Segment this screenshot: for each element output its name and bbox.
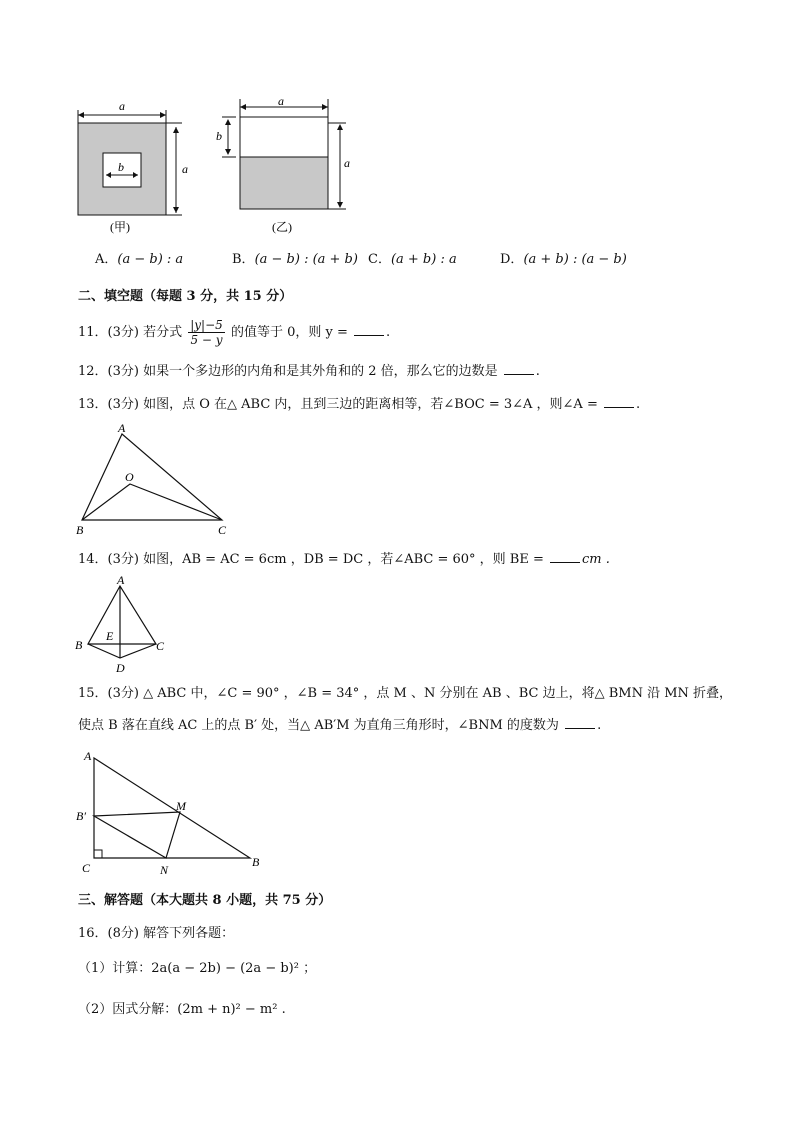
label-b-yi: b	[216, 129, 222, 143]
section-fill-in-title: 二、填空题（每题 3 分，共 15 分）	[78, 289, 293, 304]
label-a-top-yi: a	[278, 95, 284, 108]
label-C: C	[156, 639, 165, 653]
label-A: A	[117, 573, 125, 587]
question-13: 13．(3分) 如图，点 O 在△ ABC 内，且到三边的距离相等，若∠BOC = 3∠A ，则∠A = .	[78, 397, 641, 412]
label-C: C	[82, 861, 91, 875]
fraction: $\frac{|y|-5}{5 - y}$	[190, 318, 223, 347]
label-b-jia: b	[118, 160, 124, 174]
option-d[interactable]: D．(a + b) : (a − b)	[500, 252, 627, 267]
answer-blank[interactable]	[550, 550, 580, 563]
question-15-line2: 使点 B 落在直线 AC 上的点 B′ 处，当△ AB′M 为直角三角形时，∠BNM 的度数为 .	[78, 718, 602, 733]
square-jia	[78, 99, 188, 234]
label-M: M	[176, 799, 186, 813]
option-b[interactable]: B．(a − b) : (a + b)	[232, 252, 358, 267]
question-16-part1: （1）计算：2a(a − 2b) − (2a − b)² ；	[78, 961, 317, 976]
label-E: E	[106, 629, 114, 643]
label-B: B	[75, 638, 83, 652]
label-B: B	[252, 855, 260, 869]
section-solve-title: 三、解答题（本大题共 8 小题，共 75 分）	[78, 893, 332, 908]
label-D: D	[116, 661, 125, 675]
figure-squares	[70, 95, 370, 235]
question-16-part2: （2）因式分解：(2m + n)² − m² .	[78, 1002, 286, 1017]
label-a-top-jia: a	[119, 99, 125, 113]
answer-blank[interactable]	[604, 395, 634, 408]
question-15-line1: 15．(3分) △ ABC 中，∠C = 90° ，∠B = 34° ，点 M 、N 分别在 AB 、BC 边上，将△ BMN 沿 MN 折叠，	[78, 686, 733, 701]
label-A: A	[84, 749, 92, 763]
label-B: B	[76, 523, 84, 537]
label-a-right-yi: a	[344, 156, 350, 170]
caption-yi: (乙)	[272, 220, 292, 234]
figure-kite	[72, 572, 172, 678]
label-B-prime: B′	[76, 809, 86, 823]
option-c[interactable]: C．(a + b) : a	[368, 252, 457, 267]
label-N: N	[160, 863, 169, 877]
answer-blank[interactable]	[565, 716, 595, 729]
caption-jia: (甲)	[110, 220, 130, 234]
option-a[interactable]: A．(a − b) : a	[95, 252, 184, 267]
label-C: C	[218, 523, 227, 537]
label-a-right-jia: a	[182, 162, 188, 176]
label-O: O	[125, 470, 134, 484]
figure-triangle-o	[72, 420, 242, 540]
question-12: 12．(3分) 如果一个多边形的内角和是其外角和的 2 倍，那么它的边数是 .	[78, 364, 540, 379]
question-14: 14．(3分) 如图，AB = AC = 6cm ，DB = DC ，若∠ABC = 60° ，则 BE = cm .	[78, 552, 610, 567]
question-16-title: 16．(8分) 解答下列各题：	[78, 926, 235, 941]
label-A: A	[118, 421, 126, 435]
answer-blank[interactable]	[504, 362, 534, 375]
figure-right-triangle-fold	[72, 744, 272, 878]
question-11: 11．(3分) 若分式 $\frac{|y|-5}{5 - y}$ 的值等于 0，则 y = .	[78, 318, 391, 347]
answer-blank[interactable]	[354, 323, 384, 336]
square-yi	[216, 95, 350, 234]
